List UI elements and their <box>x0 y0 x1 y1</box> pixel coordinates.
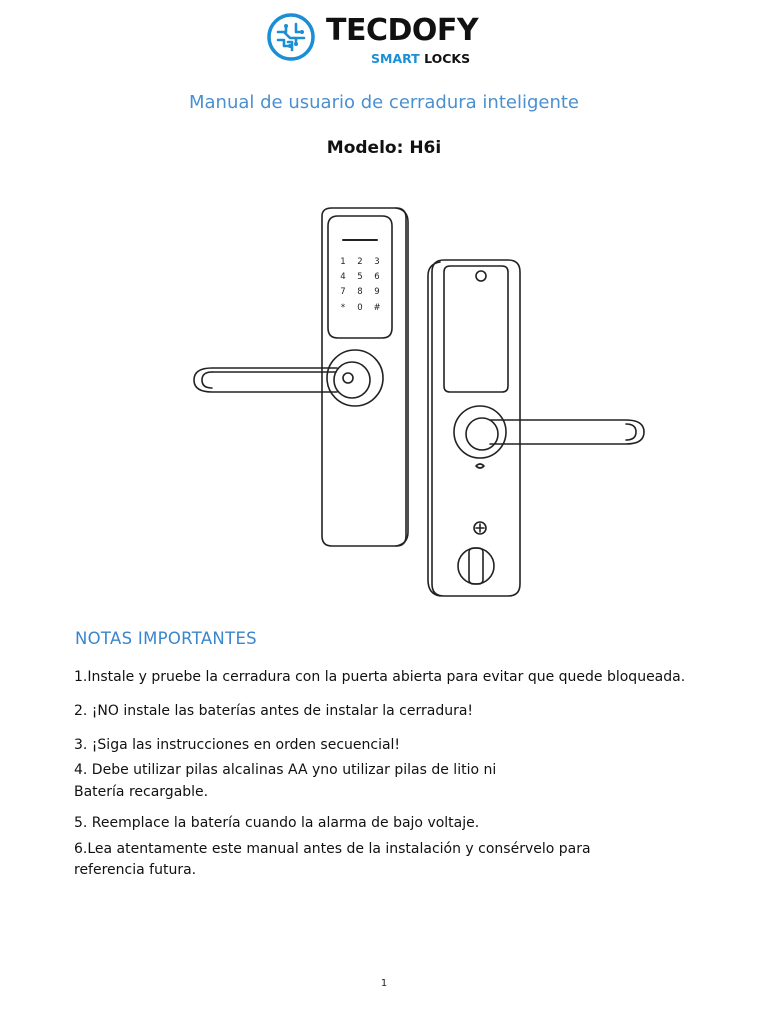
keypad-key: 5 <box>357 272 363 282</box>
model-name: Modelo: H6i <box>326 138 442 158</box>
keypad-key: 3 <box>374 257 380 267</box>
keypad-key: 9 <box>374 287 380 297</box>
note-item: 6.Lea atentamente este manual antes de la instalación y consérvelo para <box>74 841 591 857</box>
keypad-key: # <box>373 303 381 313</box>
keypad-key: 0 <box>357 303 363 313</box>
brand-tagline-smart: SMART <box>371 51 420 66</box>
back-lock-panel <box>428 260 644 596</box>
keypad <box>340 257 380 313</box>
note-item: Batería recargable. <box>74 784 209 800</box>
brand-logo <box>266 10 496 70</box>
keypad-key: 8 <box>357 287 363 297</box>
keypad-key: 6 <box>374 272 380 282</box>
note-item: referencia futura. <box>74 862 197 878</box>
keypad-key: 7 <box>340 287 346 297</box>
brand-circuit-icon <box>266 12 316 62</box>
keypad-key: 1 <box>340 257 346 267</box>
keypad-key: 4 <box>340 272 346 282</box>
note-item: 1.Instale y pruebe la cerradura con la puerta abierta para evitar que quede bloqueada. <box>74 669 686 685</box>
note-item: 4. Debe utilizar pilas alcalinas AA yno utilizar pilas de litio ni <box>74 762 497 778</box>
brand-tagline-locks: LOCKS <box>424 51 471 66</box>
keypad-key: 2 <box>357 257 363 267</box>
brand-name: TECDOFY <box>326 13 479 48</box>
note-item: 5. Reemplace la batería cuando la alarma de bajo voltaje. <box>74 815 480 831</box>
smart-lock-illustration <box>190 200 650 600</box>
document-title: Manual de usuario de cerradura inteligente <box>189 92 579 113</box>
important-notes-heading: NOTAS IMPORTANTES <box>75 629 257 648</box>
keypad-key: * <box>340 303 346 313</box>
note-item: 2. ¡NO instale las baterías antes de instalar la cerradura! <box>74 703 474 719</box>
brand-tagline <box>371 51 470 67</box>
page-number: 1 <box>380 978 388 989</box>
note-item: 3. ¡Siga las instrucciones en orden secuencial! <box>74 737 401 753</box>
